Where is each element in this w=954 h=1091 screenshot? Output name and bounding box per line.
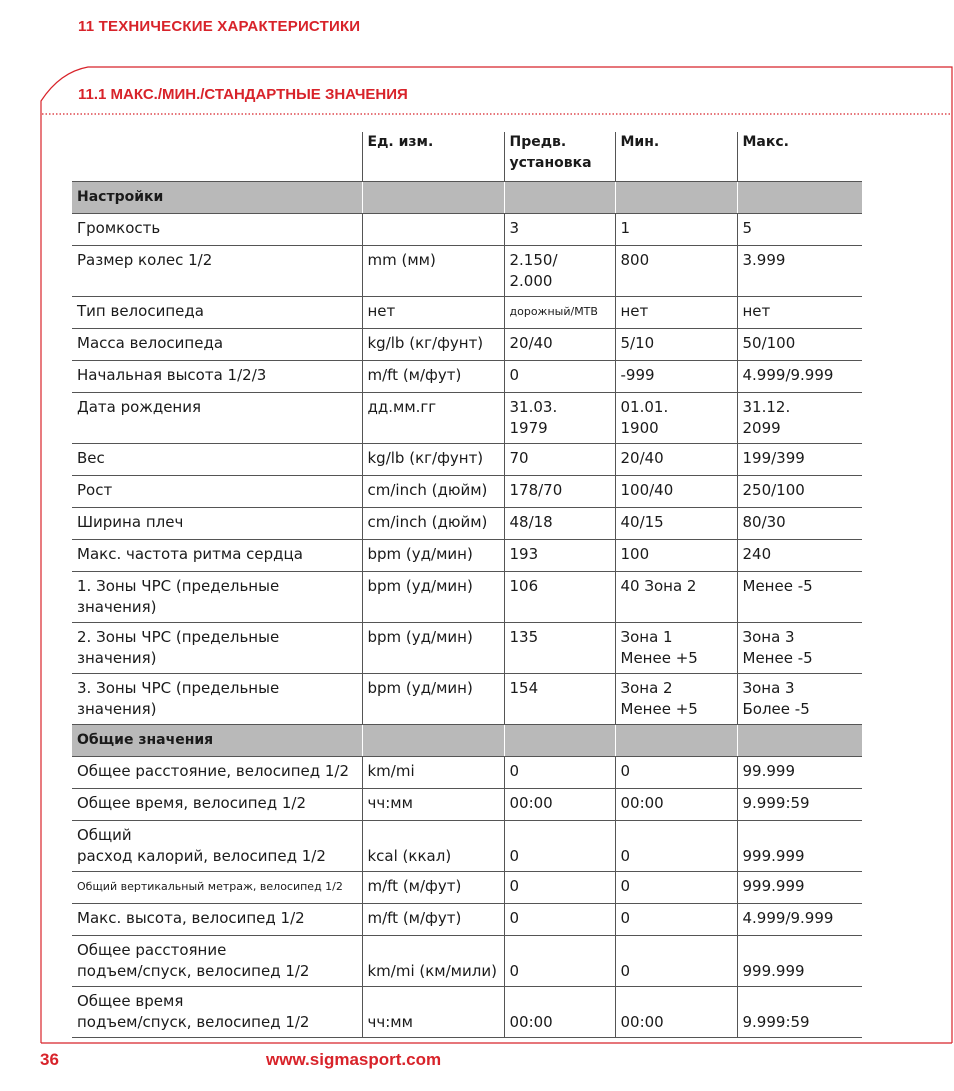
param-name: Общий вертикальный метраж, велосипед 1/2 — [72, 872, 362, 904]
table-row — [72, 674, 862, 725]
unit: дд.мм.гг — [362, 393, 504, 444]
section-heading-empty — [504, 725, 615, 757]
min-value: 800 — [615, 246, 737, 297]
section-heading-empty — [504, 182, 615, 214]
param-name: 1. Зоны ЧРС (предельные значения) — [72, 572, 362, 623]
unit: bpm (уд/мин) — [362, 540, 504, 572]
header-default: Предв. установка — [504, 132, 615, 182]
table-row — [72, 904, 862, 936]
default-value: 154 — [504, 674, 615, 725]
table-row — [72, 540, 862, 572]
table-row — [72, 572, 862, 623]
min-value: 0 — [615, 904, 737, 936]
unit: m/ft (м/фут) — [362, 872, 504, 904]
table-row — [72, 789, 862, 821]
unit: m/ft (м/фут) — [362, 904, 504, 936]
default-value: 2.150/ 2.000 — [504, 246, 615, 297]
unit: km/mi — [362, 757, 504, 789]
section-heading-empty — [362, 182, 504, 214]
min-value: 40 Зона 2 — [615, 572, 737, 623]
param-name: Размер колес 1/2 — [72, 246, 362, 297]
param-name: Ширина плеч — [72, 508, 362, 540]
min-value: -999 — [615, 361, 737, 393]
unit: cm/inch (дюйм) — [362, 508, 504, 540]
min-value: 20/40 — [615, 444, 737, 476]
unit: kg/lb (кг/фунт) — [362, 444, 504, 476]
default-value: 3 — [504, 214, 615, 246]
unit: bpm (уд/мин) — [362, 572, 504, 623]
default-value: 31.03. 1979 — [504, 393, 615, 444]
section-heading: Общие значения — [72, 725, 362, 757]
default-value: 193 — [504, 540, 615, 572]
max-value: 4.999/9.999 — [737, 361, 862, 393]
table-row — [72, 821, 862, 872]
section-heading-empty — [737, 725, 862, 757]
min-value: 00:00 — [615, 789, 737, 821]
default-value: 178/70 — [504, 476, 615, 508]
param-name: Дата рождения — [72, 393, 362, 444]
header-blank — [72, 132, 362, 182]
default-value: 00:00 — [504, 987, 615, 1038]
min-value: 0 — [615, 936, 737, 987]
section-heading: Настройки — [72, 182, 362, 214]
website-url[interactable]: www.sigmasport.com — [266, 1050, 442, 1069]
header-max: Макс. — [737, 132, 862, 182]
default-value: 70 — [504, 444, 615, 476]
table-row — [72, 329, 862, 361]
param-name: 3. Зоны ЧРС (предельные значения) — [72, 674, 362, 725]
section-heading-empty — [737, 182, 862, 214]
unit: чч:мм — [362, 987, 504, 1038]
max-value: 80/30 — [737, 508, 862, 540]
table-row — [72, 476, 862, 508]
min-value: Зона 1 Менее +5 — [615, 623, 737, 674]
table-row — [72, 508, 862, 540]
unit: cm/inch (дюйм) — [362, 476, 504, 508]
min-value: 0 — [615, 872, 737, 904]
table-row — [72, 297, 862, 329]
section-row — [72, 725, 862, 757]
table-row — [72, 246, 862, 297]
default-value: 20/40 — [504, 329, 615, 361]
max-value: 31.12. 2099 — [737, 393, 862, 444]
max-value: 250/100 — [737, 476, 862, 508]
min-value: 5/10 — [615, 329, 737, 361]
unit: kcal (ккал) — [362, 821, 504, 872]
default-value: 0 — [504, 872, 615, 904]
min-value: 1 — [615, 214, 737, 246]
param-name: Вес — [72, 444, 362, 476]
default-value: 48/18 — [504, 508, 615, 540]
max-value: 50/100 — [737, 329, 862, 361]
param-name: Общее время подъем/спуск, велосипед 1/2 — [72, 987, 362, 1038]
unit — [362, 214, 504, 246]
table-row — [72, 361, 862, 393]
unit: km/mi (км/мили) — [362, 936, 504, 987]
header-min: Мин. — [615, 132, 737, 182]
default-value: дорожный/MTB — [504, 297, 615, 329]
section-row — [72, 182, 862, 214]
min-value: 00:00 — [615, 987, 737, 1038]
min-value: 01.01. 1900 — [615, 393, 737, 444]
max-value: 9.999:59 — [737, 789, 862, 821]
max-value: 999.999 — [737, 821, 862, 872]
table-row — [72, 872, 862, 904]
min-value: 0 — [615, 821, 737, 872]
table-row — [72, 214, 862, 246]
param-name: Общий расход калорий, велосипед 1/2 — [72, 821, 362, 872]
unit: нет — [362, 297, 504, 329]
unit: m/ft (м/фут) — [362, 361, 504, 393]
chapter-title: 11 ТЕХНИЧЕСКИЕ ХАРАКТЕРИСТИКИ — [78, 18, 361, 35]
max-value: 99.999 — [737, 757, 862, 789]
param-name: Общее расстояние, велосипед 1/2 — [72, 757, 362, 789]
unit: чч:мм — [362, 789, 504, 821]
min-value: 100 — [615, 540, 737, 572]
max-value: Менее -5 — [737, 572, 862, 623]
param-name: Макс. высота, велосипед 1/2 — [72, 904, 362, 936]
param-name: Масса велосипеда — [72, 329, 362, 361]
param-name: Макс. частота ритма сердца — [72, 540, 362, 572]
max-value: 999.999 — [737, 936, 862, 987]
default-value: 0 — [504, 361, 615, 393]
header-row — [72, 132, 862, 182]
param-name: Общее время, велосипед 1/2 — [72, 789, 362, 821]
max-value: Зона 3 Более -5 — [737, 674, 862, 725]
default-value: 0 — [504, 821, 615, 872]
unit: mm (мм) — [362, 246, 504, 297]
max-value: 9.999:59 — [737, 987, 862, 1038]
param-name: Тип велосипеда — [72, 297, 362, 329]
default-value: 0 — [504, 757, 615, 789]
max-value: Зона 3 Менее -5 — [737, 623, 862, 674]
param-name: Общее расстояние подъем/спуск, велосипед 1/2 — [72, 936, 362, 987]
table-row — [72, 393, 862, 444]
table-row — [72, 936, 862, 987]
default-value: 0 — [504, 904, 615, 936]
min-value: 40/15 — [615, 508, 737, 540]
param-name: Рост — [72, 476, 362, 508]
page-number: 36 — [40, 1050, 59, 1069]
default-value: 00:00 — [504, 789, 615, 821]
table-row — [72, 757, 862, 789]
max-value: 240 — [737, 540, 862, 572]
table-row — [72, 987, 862, 1038]
unit: kg/lb (кг/фунт) — [362, 329, 504, 361]
max-value: 4.999/9.999 — [737, 904, 862, 936]
unit: bpm (уд/мин) — [362, 623, 504, 674]
table-row — [72, 623, 862, 674]
default-value: 106 — [504, 572, 615, 623]
default-value: 135 — [504, 623, 615, 674]
section-heading-empty — [615, 725, 737, 757]
table-row — [72, 444, 862, 476]
header-unit: Ед. изм. — [362, 132, 504, 182]
section-heading-empty — [615, 182, 737, 214]
max-value: 3.999 — [737, 246, 862, 297]
specs-table — [72, 132, 862, 1038]
min-value: 100/40 — [615, 476, 737, 508]
section-heading-empty — [362, 725, 504, 757]
max-value: нет — [737, 297, 862, 329]
param-name: Громкость — [72, 214, 362, 246]
section-title: 11.1 МАКС./МИН./СТАНДАРТНЫЕ ЗНАЧЕНИЯ — [78, 86, 408, 103]
max-value: 5 — [737, 214, 862, 246]
unit: bpm (уд/мин) — [362, 674, 504, 725]
max-value: 999.999 — [737, 872, 862, 904]
min-value: Зона 2 Менее +5 — [615, 674, 737, 725]
min-value: нет — [615, 297, 737, 329]
min-value: 0 — [615, 757, 737, 789]
max-value: 199/399 — [737, 444, 862, 476]
default-value: 0 — [504, 936, 615, 987]
param-name: 2. Зоны ЧРС (предельные значения) — [72, 623, 362, 674]
param-name: Начальная высота 1/2/3 — [72, 361, 362, 393]
